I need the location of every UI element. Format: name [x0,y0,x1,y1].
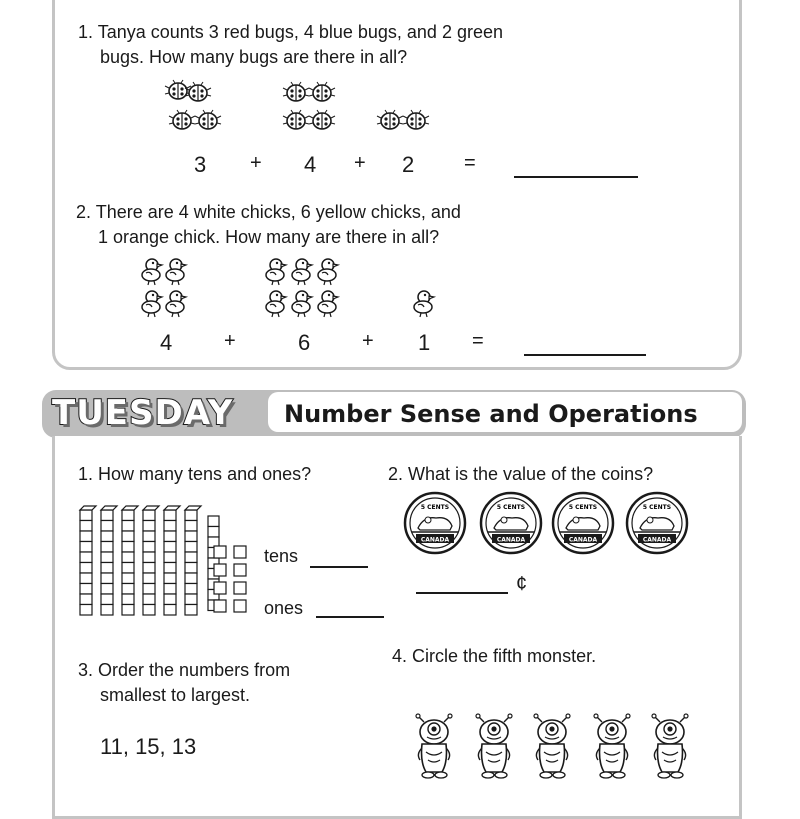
coin-3-top-text: 5 CENTS [568,504,598,511]
day-label: TUESDAY [52,393,234,433]
eq2-term-3: 1 [418,330,431,355]
eq1-equals: = [464,152,476,174]
coin-answer-blank[interactable] [416,592,508,594]
monster-row [414,708,704,788]
coin-4-top-text: 5 CENTS [642,504,672,511]
numbers-to-order: 11, 15, 13 [100,734,197,759]
monster-question: 4. Circle the fifth monster. [392,646,597,666]
chick-group-orange [412,290,442,320]
question-2-text: 2. There are 4 white chicks, 6 yellow chicks, and 1 orange chick. How many are there in all? [76,202,461,247]
ones-answer-blank[interactable] [316,616,384,618]
eq2-plus-2: + [362,330,374,352]
coin-1-bottom-text: CANADA [420,536,450,544]
coin-1-top-text: 5 CENTS [420,504,450,511]
cent-symbol: ¢ [516,573,528,595]
ones-label: ones [264,598,304,618]
monster-4 [594,714,630,778]
chick-group-yellow [264,258,348,318]
ladybug-group-green [380,80,440,140]
monster-3 [534,714,570,778]
coin-3-bottom-text: CANADA [568,536,598,544]
tens-answer-blank[interactable] [310,566,368,568]
eq1-plus-2: + [354,152,366,174]
coin-2-bottom-text: CANADA [496,536,526,544]
eq1-term-2: 4 [304,152,317,177]
coin-4-bottom-text: CANADA [642,536,672,544]
eq2-term-1: 4 [160,330,173,355]
coin-2-top-text: 5 CENTS [496,504,526,511]
eq2-equals: = [472,330,484,352]
eq2-plus-1: + [224,330,236,352]
eq2-term-2: 6 [298,330,311,355]
base-ten-blocks [80,508,260,620]
tens-label: tens [264,546,299,566]
tens-ones-question: 1. How many tens and ones? [78,464,312,484]
order-question: 3. Order the numbers from smallest to largest. [78,660,291,705]
question-1-text: 1. Tanya counts 3 red bugs, 4 blue bugs, and 2 green bugs. How many bugs are there in all? [78,22,503,67]
chick-group-white [140,258,200,318]
ladybug-group-blue [286,80,346,140]
monster-5 [652,714,688,778]
eq1-plus-1: + [250,152,262,174]
eq1-term-3: 2 [402,152,415,177]
eq2-answer-blank[interactable] [524,354,646,356]
monster-2 [476,714,512,778]
monster-1 [416,714,452,778]
section-title: Number Sense and Operations [284,400,698,428]
nickel-coins [404,492,700,556]
eq1-answer-blank[interactable] [514,176,638,178]
ladybug-group-red [168,80,228,140]
eq1-term-1: 3 [194,152,207,177]
coin-question: 2. What is the value of the coins? [388,464,654,484]
